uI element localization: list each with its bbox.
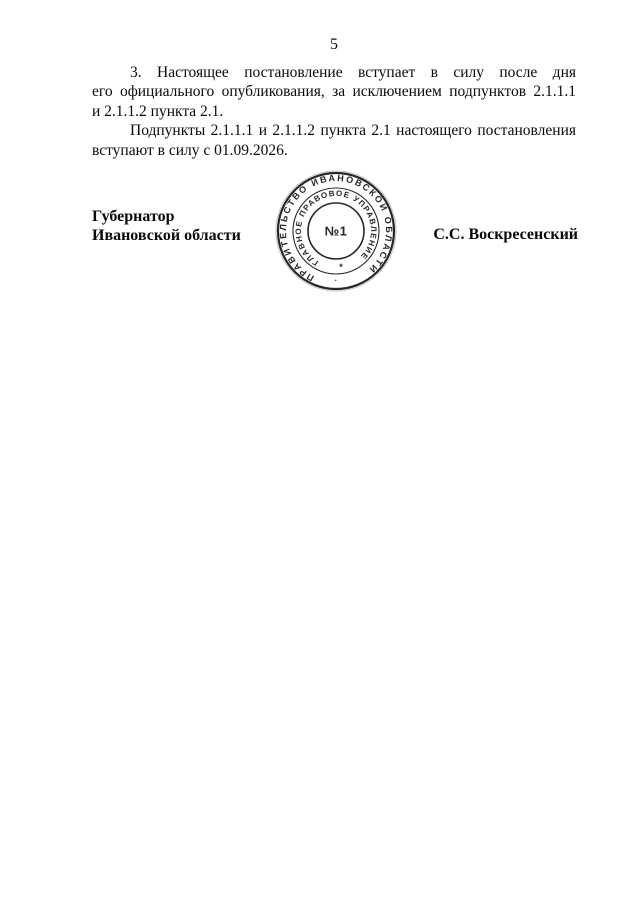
body-paragraph xyxy=(92,63,576,121)
body-line: 3. Настоящее постановление вступает в силу после дня xyxy=(130,64,576,81)
body-line: и 2.1.1.2 пункта 2.1. xyxy=(92,102,224,120)
stamp-inner-text: ГЛАВНОЕ ПРАВОВОЕ УПРАВЛЕНИЕ xyxy=(293,188,379,268)
stamp-bottom-mark-icon: · xyxy=(334,276,338,285)
body-text xyxy=(92,63,576,160)
body-line: вступают в силу с 01.09.2026. xyxy=(92,141,288,159)
stamp-outer-text: ПРАВИТЕЛЬСТВО ИВАНОВСКОЙ ОБЛАСТИ xyxy=(277,172,395,284)
signatory-title-line1: Губернатор xyxy=(92,208,175,225)
body-paragraph xyxy=(92,121,576,160)
signatory-name: С.С. Воскресенский xyxy=(433,226,578,243)
official-stamp xyxy=(274,169,398,293)
signatory-title xyxy=(92,207,241,246)
page-number: 5 xyxy=(330,36,338,53)
stamp-center-number: №1 xyxy=(324,223,348,239)
stamp-star-separator-icon: * xyxy=(339,262,343,272)
signatory-title-line2: Ивановской области xyxy=(92,227,241,245)
body-line: его официального опубликования, за исключением подпунктов 2.1.1.1 xyxy=(92,83,576,101)
body-line: Подпункты 2.1.1.1 и 2.1.1.2 пункта 2.1 настоящего постановления xyxy=(130,122,576,140)
